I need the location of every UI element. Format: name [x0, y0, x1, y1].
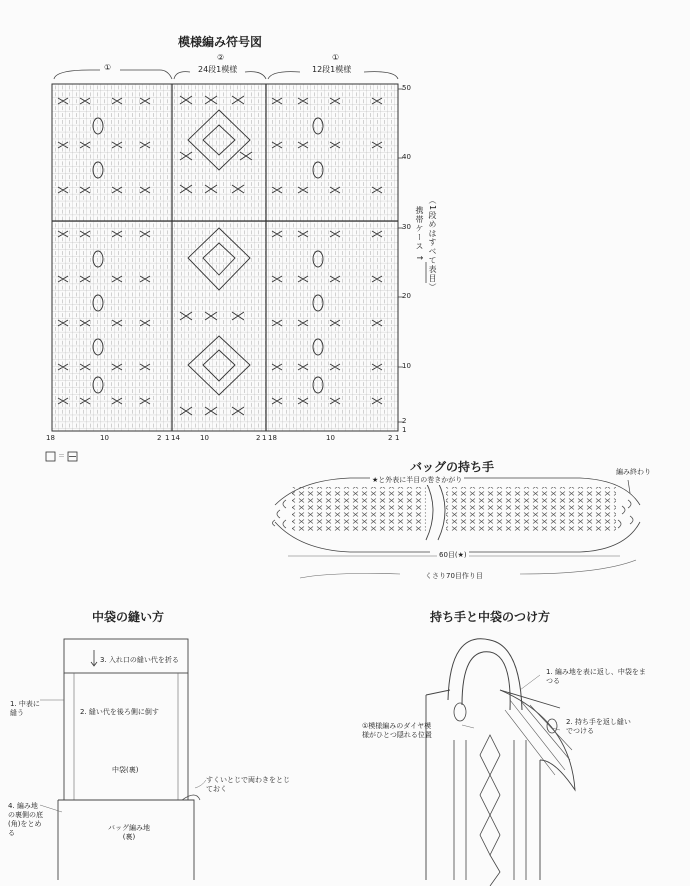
col-number: 10 — [326, 434, 335, 442]
col-number: 1 — [395, 434, 400, 442]
row-number-30: 30 — [402, 223, 411, 231]
row-number-10: 10 — [402, 362, 411, 370]
row-number-20: 20 — [402, 292, 411, 300]
pattern-label-1-left: ① — [104, 63, 112, 72]
pattern-label-2-caption: 24段1模様 — [198, 65, 238, 74]
legend-blank-square — [46, 452, 55, 461]
col-number: 10 — [100, 434, 109, 442]
col-number: 14 — [171, 434, 180, 442]
inner-bag-sides — [64, 673, 188, 800]
side-note-case: 携帯ケース ↑ — [415, 206, 424, 263]
inner-bag-knit-label: バッグ編み地(裏) — [108, 824, 150, 841]
inner-bag-lining-label: 中袋(裏) — [112, 766, 139, 774]
pattern-label-1-right: ① — [332, 53, 340, 62]
handle-count-label: 60目(★) — [439, 551, 467, 559]
legend-equals: ＝ — [58, 452, 65, 460]
row-number-50: 50 — [402, 84, 411, 92]
knitting-chart-grid — [52, 84, 398, 431]
row-number-1: 1 — [402, 426, 407, 434]
handle-break-mark — [426, 482, 445, 540]
col-number: 2 — [157, 434, 162, 442]
col-number: 2 — [256, 434, 261, 442]
inner-bag-slip-note: すくいとじで両わきをとじておく — [206, 776, 290, 793]
handle-stitches-left — [292, 487, 426, 531]
inner-bag-step1: 1. 中表に縫う — [10, 700, 40, 717]
pattern-label-2: ② — [217, 53, 225, 62]
chart-title: 模様編み符号図 — [178, 35, 263, 49]
col-number: 18 — [268, 434, 277, 442]
attach-title: 持ち手と中袋のつけ方 — [430, 610, 551, 624]
inner-bag-title: 中袋の縫い方 — [92, 610, 165, 624]
bag-flap — [500, 690, 575, 790]
attach-step1: 1. 編み地を表に返し、中袋をまつる — [546, 668, 646, 685]
bag-handle-outer — [448, 639, 522, 710]
side-note-first-row: （1段めはすべて表目） — [428, 196, 437, 293]
pattern-label-1-right-caption: 12段1模様 — [312, 65, 352, 74]
row-number-2: 2 — [402, 417, 407, 425]
inner-bag-step2: 2. 縫い代を後ろ側に倒す — [80, 708, 159, 716]
brace-1-right — [268, 72, 398, 79]
bag-diamond-column — [454, 735, 526, 886]
flap-texture — [505, 700, 572, 775]
col-number: 10 — [200, 434, 209, 442]
row-ticks — [398, 89, 403, 422]
attach-note: ①模様編みのダイヤ模様がひとつ隠れる位置 — [362, 722, 432, 739]
col-number: 2 — [388, 434, 393, 442]
handle-top-note: ★と外表に半目の巻きかがり — [372, 476, 463, 484]
col-number: 1 — [165, 434, 170, 442]
handle-stitches-right — [446, 487, 616, 531]
col-number: 1 — [262, 434, 267, 442]
handle-end-note: 編み終わり — [616, 468, 651, 476]
row-number-40: 40 — [402, 153, 411, 161]
attach-step2: 2. 持ち手を返し縫いでつける — [566, 718, 631, 735]
bag-handle-inner — [462, 652, 510, 710]
handle-chain-label: くさり70目作り目 — [425, 572, 483, 580]
brace-1-left — [54, 70, 172, 79]
inner-bag-step3: 3. 入れ口の縫い代を折る — [100, 656, 179, 664]
col-number: 18 — [46, 434, 55, 442]
inner-bag-seam — [74, 673, 178, 800]
bag-body-sides — [426, 695, 540, 880]
handle-title: バッグの持ち手 — [410, 460, 495, 474]
brace-2 — [174, 72, 266, 79]
inner-bag-step4: 4. 編み地の裏側の底(角)をとめる — [8, 802, 43, 837]
